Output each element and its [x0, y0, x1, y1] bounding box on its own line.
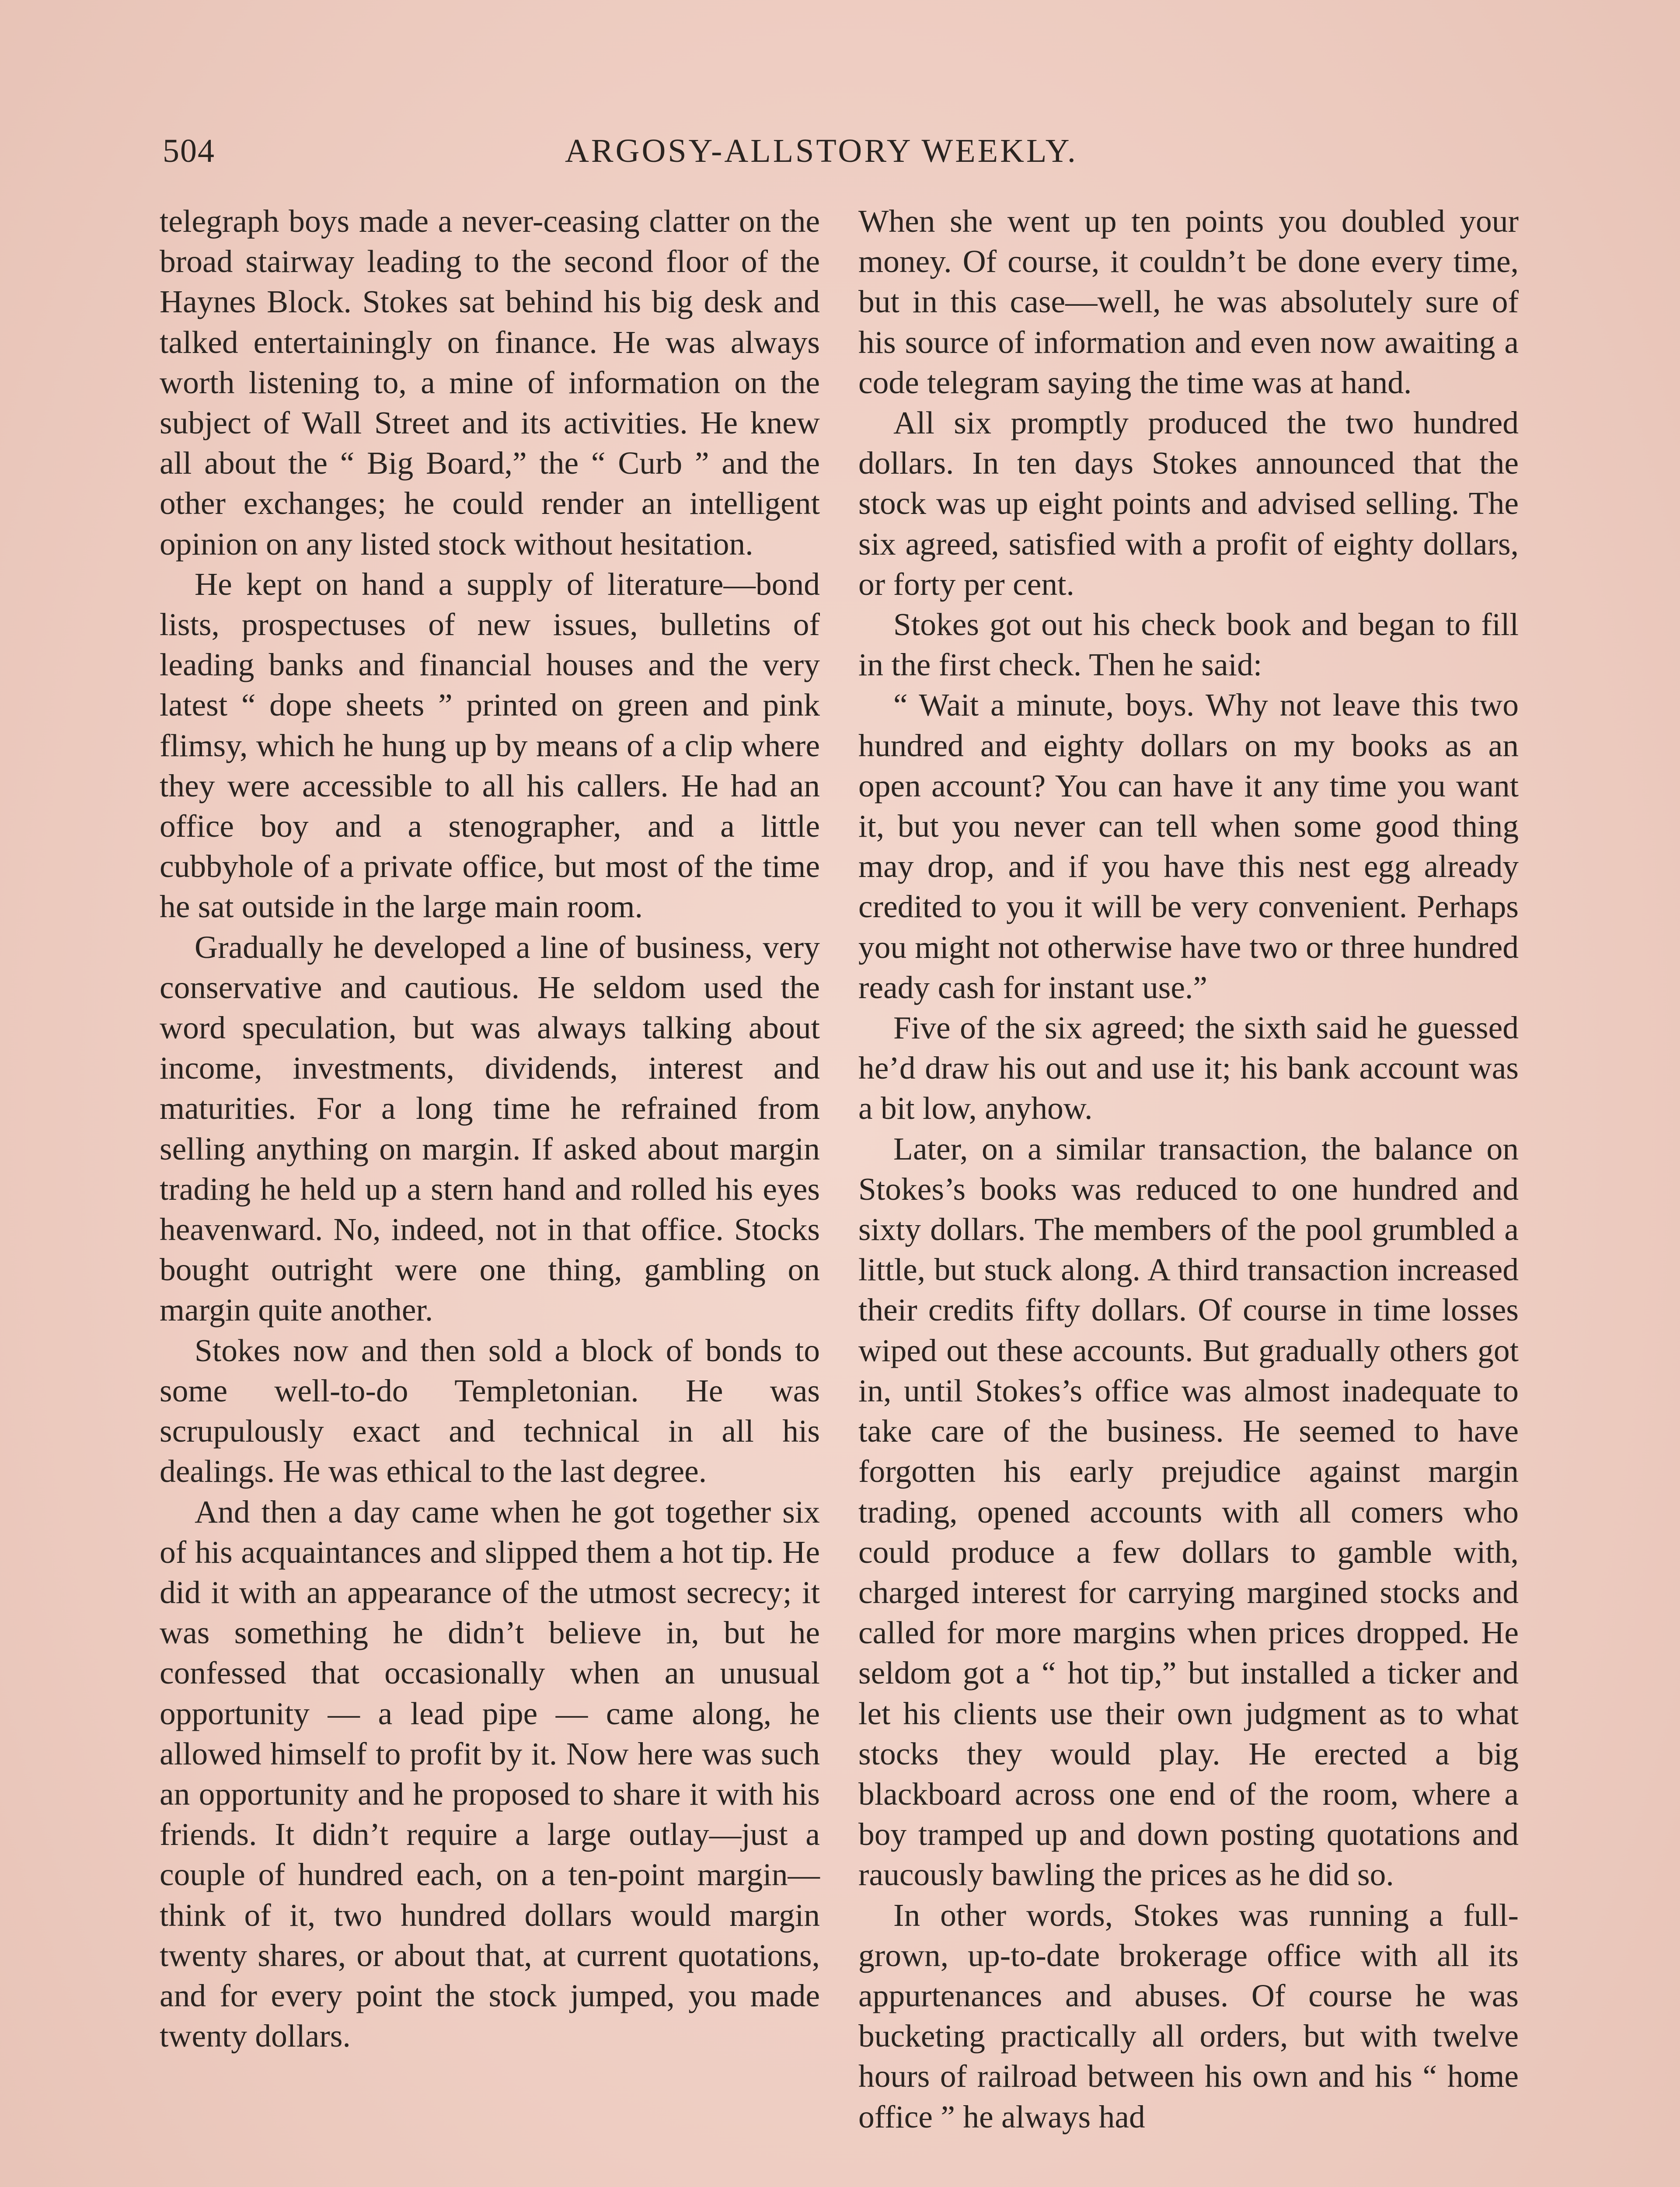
running-title: ARGOSY-ALLSTORY WEEKLY.	[565, 133, 1078, 169]
paragraph: telegraph boys made a never-ceasing clatter on the broad stairway leading to the second floor of the Haynes Block. Stokes sat behind his big desk and talked entertainingly on finance. He was always worth listening to, a mine of information on the subject of Wall Street and its activities. He knew all about the “ Big Board,” the “ Curb ” and the other exchanges; he could render an intelligent opinion on any listed stock without hesitation.	[160, 203, 820, 562]
right-column	[858, 201, 1519, 2187]
paragraph: Five of the six agreed; the sixth said he guessed he’d draw his out and use it; his bank account was a bit low, anyhow.	[858, 1010, 1519, 1126]
paragraph: When she went up ten points you doubled your money. Of course, it couldn’t be done every time, but in this case—well, he was absolutely sure of his source of information and even now awaiting a code telegram saying the time was at hand.	[858, 203, 1519, 400]
page-number: 504	[163, 133, 215, 169]
page-header	[163, 125, 1518, 177]
paragraph: Stokes got out his check book and began to fill in the first check. Then he said:	[858, 607, 1519, 683]
paragraph: And then a day came when he got together six of his acquaintances and slipped them a hot tip. He did it with an appearance of the utmost secrecy; it was something he didn’t believe in, but he confessed that occasionally when an unusual opportunity — a lead pipe — came along, he allowed himself to profit by it. Now here was such an opportunity and he proposed to share it with his friends. It didn’t require a large outlay—just a couple of hundred each, on a ten-point margin—think of it, two hundred dollars would margin twenty shares, or about that, at current quotations, and for every point the stock jumped, you made twenty dollars.	[160, 1494, 820, 2054]
paragraph: Stokes now and then sold a block of bonds to some well-to-do Templetonian. He was scrupulously exact and technical in all his dealings. He was ethical to the last degree.	[160, 1332, 820, 1489]
left-column	[160, 201, 820, 2187]
paragraph: “ Wait a minute, boys. Why not leave this two hundred and eighty dollars on my books as an open account? You can have it any time you want it, but you never can tell when some good thing may drop, and if you have this nest egg already credited to you it will be very convenient. Perhaps you might not otherwise have two or three hundred ready cash for instant use.”	[858, 687, 1519, 1005]
paragraph: Gradually he developed a line of business, very conservative and cautious. He seldom used the word speculation, but was always talking about income, investments, dividends, interest and maturities. For a long time he refrained from selling anything on margin. If asked about margin trading he held up a stern hand and rolled his eyes heavenward. No, indeed, not in that office. Stocks bought outright were one thing, gambling on margin quite another.	[160, 929, 820, 1328]
paragraph: In other words, Stokes was running a full-grown, up-to-date brokerage office with all its appurtenances and abuses. Of course he was bucketing practically all orders, but with twelve hours of railroad between his own and his “ home office ” he always had	[858, 1897, 1519, 2135]
paragraph: He kept on hand a supply of literature—bond lists, prospectuses of new issues, bulletins of leading banks and financial houses and the very latest “ dope sheets ” printed on green and pink flimsy, which he hung up by means of a clip where they were accessible to all his callers. He had an office boy and a stenographer, and a little cubbyhole of a private office, but most of the time he sat outside in the large main room.	[160, 566, 820, 925]
paragraph: All six promptly produced the two hundred dollars. In ten days Stokes announced that the stock was up eight points and advised selling. The six agreed, satisfied with a profit of eighty dollars, or forty per cent.	[858, 405, 1519, 602]
paragraph: Later, on a similar transaction, the balance on Stokes’s books was reduced to one hundred and sixty dollars. The members of the pool grumbled a little, but stuck along. A third transaction increased their credits fifty dollars. Of course in time losses wiped out these accounts. But gradually others got in, until Stokes’s office was almost inadequate to take care of the business. He seemed to have forgotten his early prejudice against margin trading, opened accounts with all comers who could produce a few dollars to gamble with, charged interest for carrying margined stocks and called for more margins when prices dropped. He seldom got a “ hot tip,” but installed a ticker and let his clients use their own judgment as to what stocks they would play. He erected a big blackboard across one end of the room, where a boy tramped up and down posting quotations and raucously bawling the prices as he did so.	[858, 1131, 1519, 1893]
